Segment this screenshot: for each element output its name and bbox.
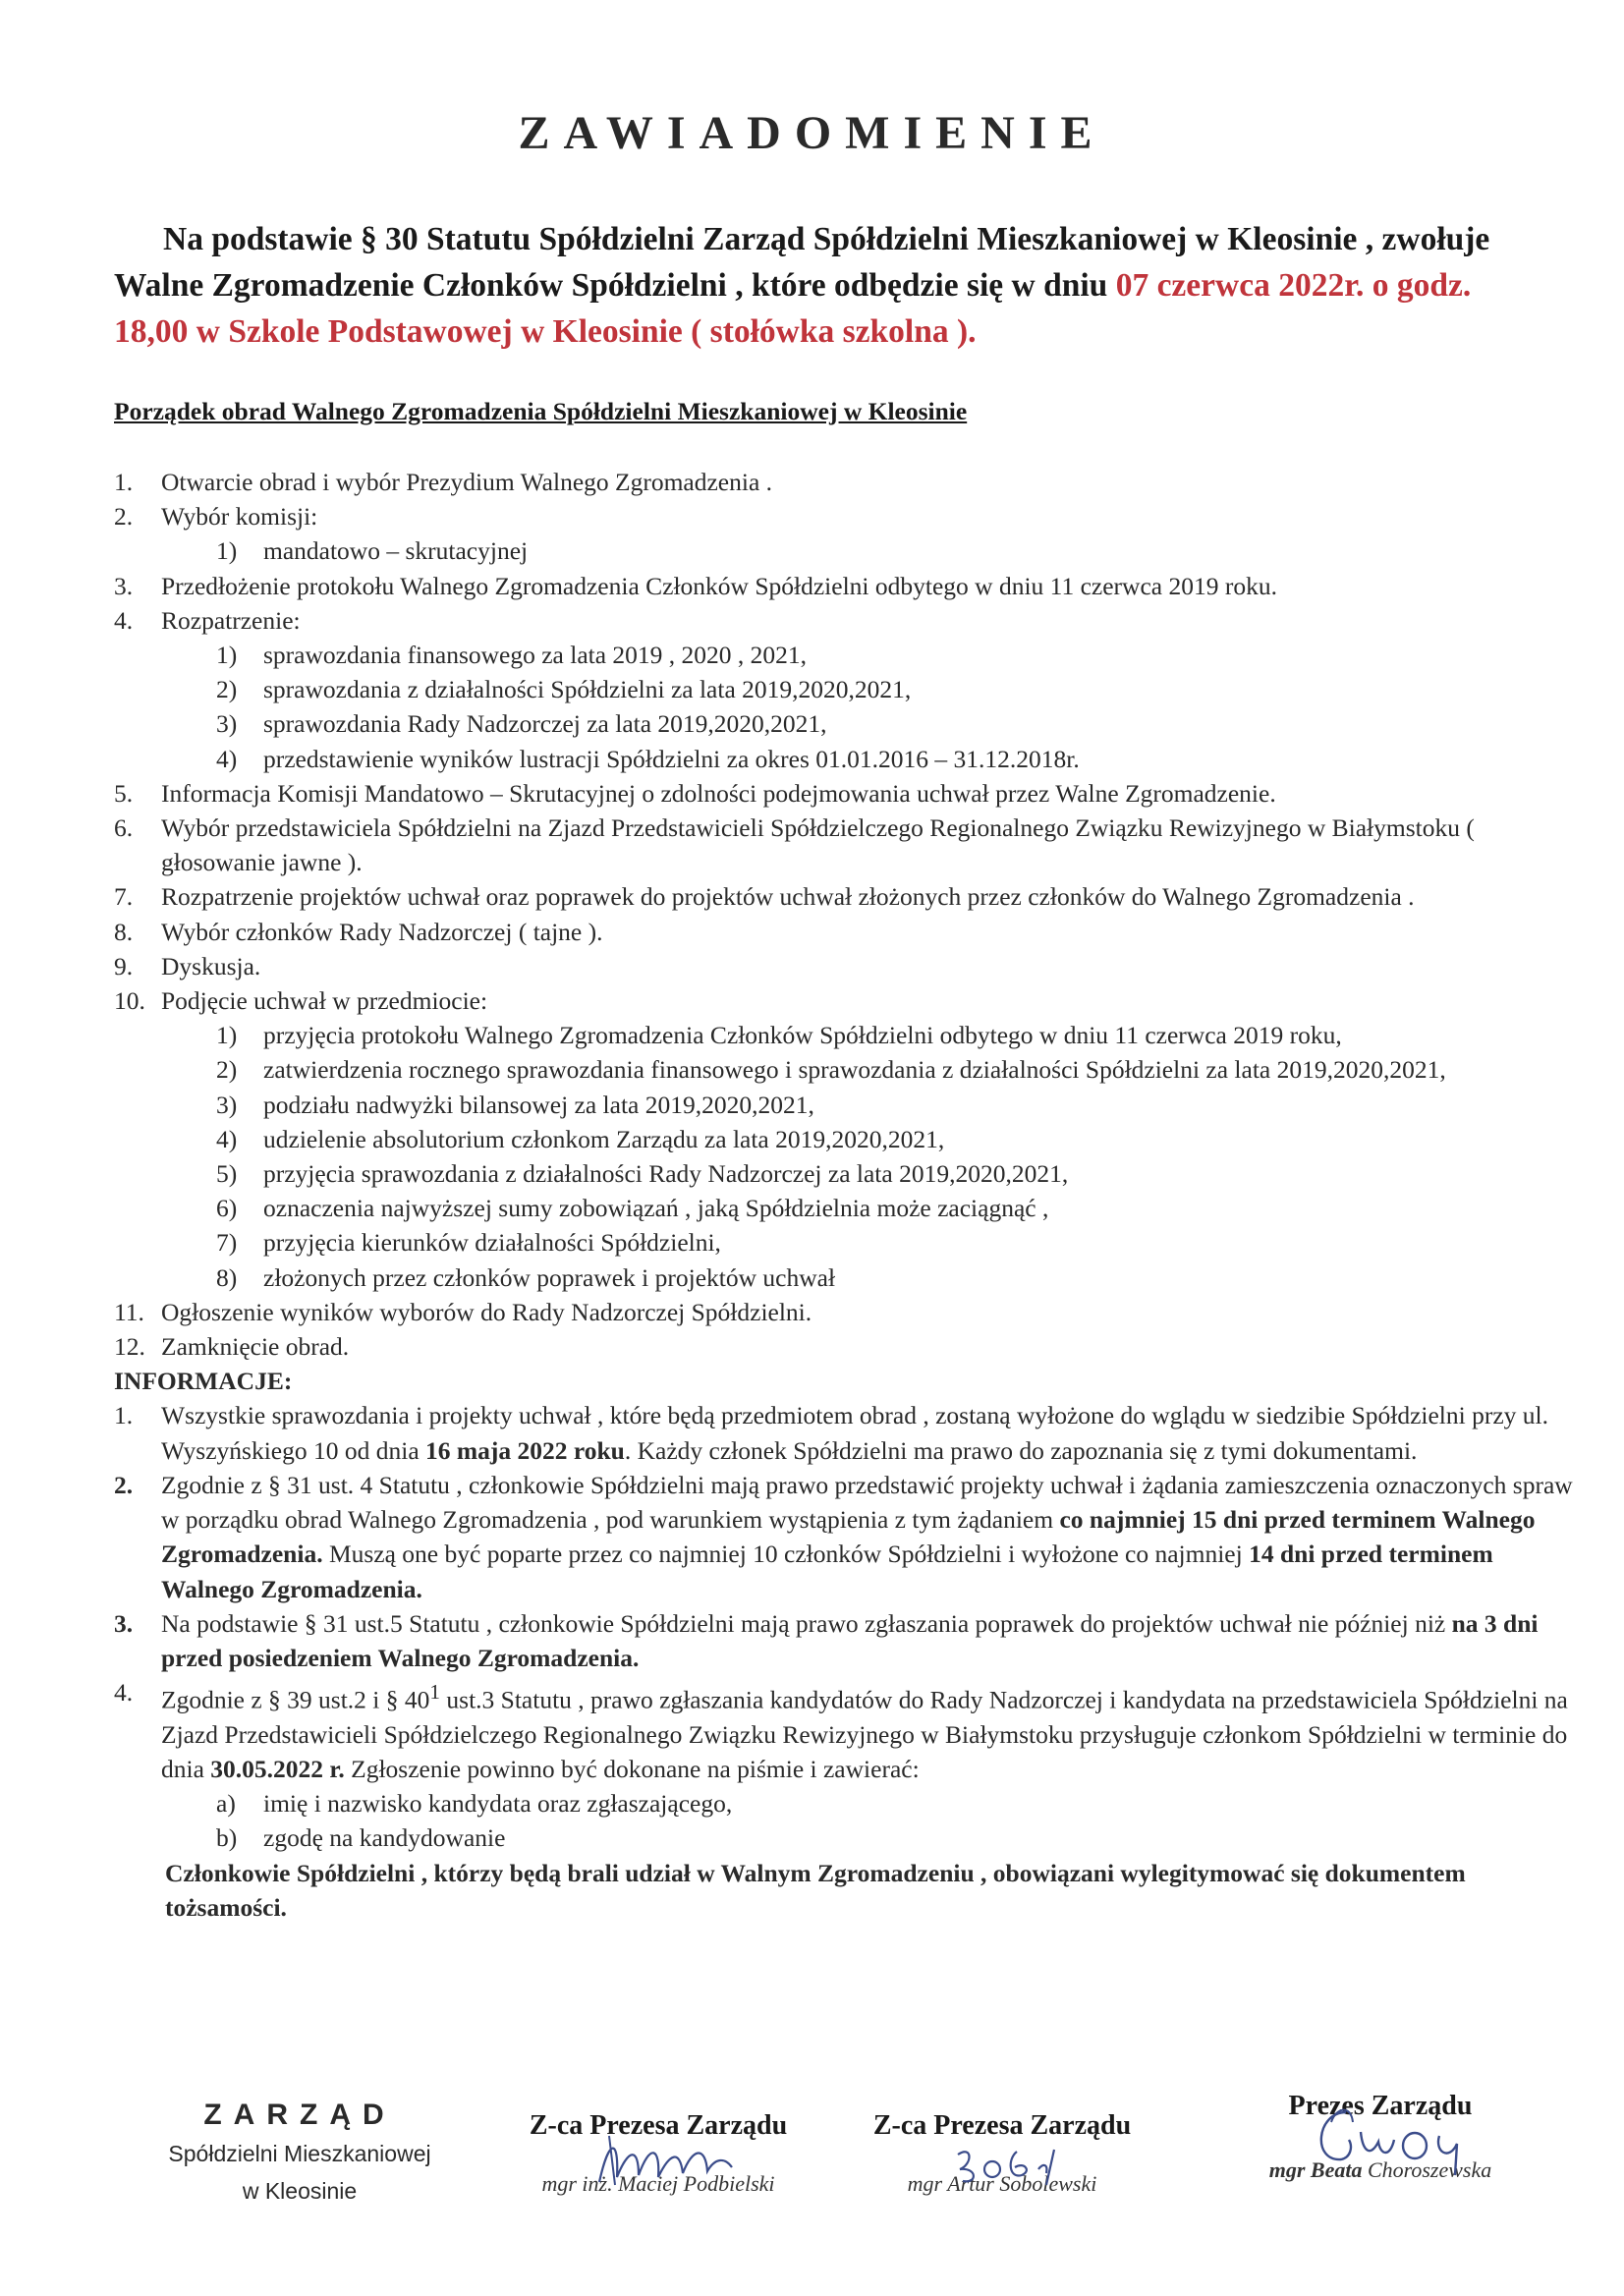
intro-text: Na podstawie § 30 Statutu Spółdzielni Zarząd Spółdzielni Mieszkaniowej w Kleosinie , zwołuje Walne Zgromadzenie Członków Spółdzielni , które odbędzie się w dniu: [114, 221, 1490, 304]
info-item-4: 4. Zgodnie z § 39 ust.2 i § $40^1$ ust.3 Statutu , prawo zgłaszania kandydatów do Rady Nadzorczej i kandydata na przedstawiciela Spółdzielni na Zjazd Przedstawicieli Spółdzielczego Regionalnego Związku Rewizyjnego w Białymstoku przysługuje członkom Spółdzielni w terminie do dnia 30.05.2022 r. Zgłoszenie powinno być dokonane na piśmie i zawierać:: [114, 1678, 1568, 1784]
handwritten-signature-icon: [1292, 2093, 1479, 2181]
agenda-item: 9. Dyskusja.: [114, 951, 261, 980]
agenda-item: 5. Informacja Komisji Mandatowo – Skrutacyjnej o zdolności podejmowania uchwał przez Walne Zgromadzenie.: [114, 778, 1276, 808]
info-subitem: b) zgodę na kandydowanie: [216, 1823, 506, 1853]
agenda-item: 4. Rozpatrzenie:: [114, 605, 301, 635]
board-stamp: ZARZĄD Spółdzielni Mieszkaniowej w Kleosinie: [168, 2099, 431, 2204]
agenda-subitem: 8) złożonych przez członków poprawek i projektów uchwał: [216, 1262, 836, 1292]
signature-vice-president-2: Z-ca Prezesa Zarządu mgr Artur Sobolewski: [872, 2110, 1132, 2196]
agenda-item: 2. Wybór komisji:: [114, 502, 318, 532]
agenda-subitem: 7) przyjęcia kierunków działalności Spółdzielni,: [216, 1228, 721, 1258]
document-title: ZAWIADOMIENIE: [518, 107, 1106, 159]
agenda-subitem: 3) sprawozdania Rady Nadzorczej za lata 2019,2020,2021,: [216, 709, 827, 739]
info-item-2: 2. Zgodnie z § 31 ust. 4 Statutu , członkowie Spółdzielni mają prawo przedstawić projekty uchwał i żądania zamieszczenia oznaczonych spraw w porządku obrad Walnego Zgromadzenia , pod warunkiem wystąpienia z tym żądaniem co najmniej 15 dni przed terminem Walnego Zgromadzenia. Muszą one być poparte przez co najmniej 10 członków Spółdzielni i wyłożone co najmniej 14 dni przed terminem Walnego Zgromadzenia.: [114, 1470, 1573, 1603]
agenda-heading: Porządek obrad Walnego Zgromadzenia Spółdzielni Mieszkaniowej w Kleosinie: [114, 397, 968, 425]
handwritten-signature-icon: [948, 2140, 1066, 2189]
agenda-subitem: 3) podziału nadwyżki bilansowej za lata 2019,2020,2021,: [216, 1090, 814, 1119]
agenda-list: [114, 465, 1588, 1925]
info-heading: INFORMACJE:: [114, 1367, 293, 1396]
agenda-item: 12. Zamknięcie obrad.: [114, 1332, 350, 1362]
agenda-subitem: 5) przyjęcia sprawozdania z działalności Rady Nadzorczej za lata 2019,2020,2021,: [216, 1159, 1069, 1189]
agenda-item: 7. Rozpatrzenie projektów uchwał oraz poprawek do projektów uchwał złożonych przez członków do Walnego Zgromadzenia .: [114, 882, 1415, 912]
agenda-item: 10. Podjęcie uchwał w przedmiocie:: [114, 986, 488, 1016]
agenda-item: 8. Wybór członków Rady Nadzorczej ( tajne ).: [114, 917, 603, 946]
agenda-subitem: 4) przedstawienie wyników lustracji Spółdzielni za okres 01.01.2016 – 31.12.2018r.: [216, 744, 1080, 773]
agenda-subitem: 1) mandatowo – skrutacyjnej: [216, 536, 529, 566]
agenda-subitem: 6) oznaczenia najwyższej sumy zobowiązań , jaką Spółdzielnia może zaciągnąć ,: [216, 1194, 1049, 1223]
agenda-item: 1. Otwarcie obrad i wybór Prezydium Walnego Zgromadzenia .: [114, 468, 773, 496]
signatures-block: [0, 2091, 1624, 2218]
president-name: mgr Beata Choroszewska: [1268, 2157, 1492, 2182]
signature-vice-president-1: Z-ca Prezesa Zarządu mgr inż. Maciej Podbielski: [529, 2110, 788, 2196]
handwritten-signature-icon: [589, 2128, 737, 2197]
agenda-subitem: 4) udzielenie absolutorium członkom Zarządu za lata 2019,2020,2021,: [216, 1124, 945, 1153]
info-item-1: 1. Wszystkie sprawozdania i projekty uchwał , które będą przedmiotem obrad , zostaną wyłożone do wglądu w siedzibie Spółdzielni przy ul. Wyszyńskiego 10 od dnia 16 maja 2022 roku. Każdy członek Spółdzielni ma prawo do zapoznania się z tymi dokumentami.: [114, 1401, 1549, 1465]
intro-paragraph: [114, 216, 1548, 355]
info-subitem: a) imię i nazwisko kandydata oraz zgłaszającego,: [216, 1789, 733, 1819]
info-item-3: 3. Na podstawie § 31 ust.5 Statutu , członkowie Spółdzielni mają prawo zgłaszania poprawek do projektów uchwał nie później niż na 3 dni przed posiedzeniem Walnego Zgromadzenia.: [114, 1608, 1539, 1672]
agenda-subitem: 1) przyjęcia protokołu Walnego Zgromadzenia Członków Spółdzielni odbytego w dniu 11 czerwca 2019 roku,: [216, 1021, 1342, 1050]
closing-note: Członkowie Spółdzielni , którzy będą brali udział w Walnym Zgromadzeniu , obowiązani wylegitymować się dokumentem tożsamości.: [165, 1858, 1466, 1922]
agenda-subitem: 1) sprawozdania finansowego za lata 2019 , 2020 , 2021,: [216, 641, 808, 670]
signature-president: Prezes Zarządu mgr Beata Choroszewska: [1218, 2091, 1542, 2183]
meeting-date-place: 07 czerwca 2022r. o godz. 18,00 w Szkole Podstawowej w Kleosinie ( stołówka szkolna ).: [114, 267, 1472, 350]
agenda-item: 3. Przedłożenie protokołu Walnego Zgromadzenia Członków Spółdzielni odbytego w dniu 11 czerwca 2019 roku.: [114, 571, 1277, 600]
agenda-item: 11. Ogłoszenie wyników wyborów do Rady Nadzorczej Spółdzielni.: [114, 1297, 812, 1326]
agenda-subitem: 2) zatwierdzenia rocznego sprawozdania finansowego i sprawozdania z działalności Spółdzielni za lata 2019,2020,2021,: [216, 1055, 1446, 1085]
agenda-item: 6. Wybór przedstawiciela Spółdzielni na Zjazd Przedstawicieli Spółdzielczego Regionalnego Związku Rewizyjnego w Białymstoku ( głosowanie jawne ).: [114, 813, 1475, 877]
agenda-subitem: 2) sprawozdania z działalności Spółdzielni za lata 2019,2020,2021,: [216, 675, 912, 704]
